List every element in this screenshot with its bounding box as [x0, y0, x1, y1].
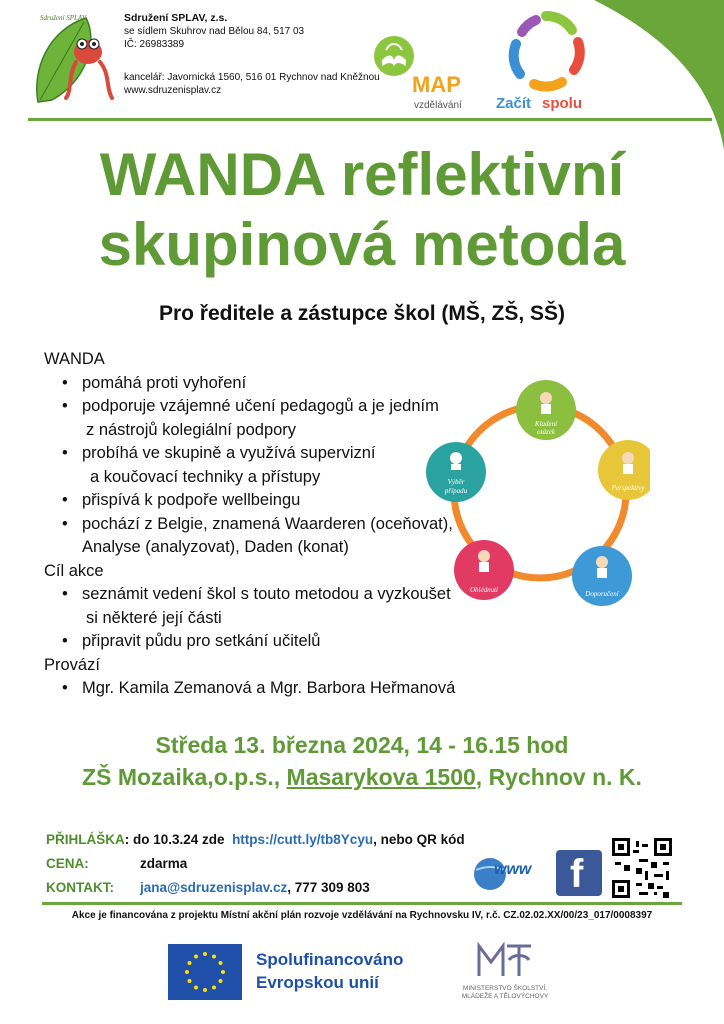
- node-label: Kladení: [534, 420, 558, 428]
- title-line-2: skupinová metoda: [98, 211, 626, 278]
- funding-note: Akce je financována z projektu Místní akční plán rozvoje vzdělávání na Rychnovsku IV, r.č. CZ.02.02.XX/00/23_017/0008397: [71, 910, 653, 921]
- lead-heading: Provází: [44, 655, 100, 674]
- list-item: [44, 442, 464, 489]
- list-item-text: • podporuje vzájemné učení pedagogů a je jedním: [82, 397, 439, 415]
- list-item-text: • seznámit vedení škol s touto metodou a vyzkoušet: [82, 585, 451, 603]
- list-item-text: • Mgr. Kamila Zemanová a Mgr. Barbora Heřmanová: [82, 679, 456, 697]
- cycle-node-doporuceni: [572, 546, 632, 606]
- event-info: [0, 729, 724, 793]
- eu-line-1: Spolufinancováno: [256, 950, 404, 969]
- place-street-link[interactable]: Masarykova 1500: [286, 764, 476, 790]
- node-label: Výběr: [447, 478, 465, 486]
- cycle-node-ohlednuti: [454, 540, 514, 600]
- list-item-text-cont: a koučovací techniky a přístupy: [90, 467, 321, 486]
- price-value: zdarma: [140, 856, 188, 871]
- splav-leaf-frog-logo: [28, 10, 118, 108]
- zacit-spolu-logo: [496, 10, 596, 114]
- map-logo-main: MAP: [412, 72, 461, 97]
- price-row: [46, 852, 465, 876]
- contact-info: [46, 828, 465, 900]
- list-item-text: • probíhá ve skupině a využívá supervizní: [82, 444, 376, 462]
- node-label: Doporučení: [585, 590, 619, 598]
- wanda-list: [44, 372, 464, 560]
- org-web: www.sdruzenisplav.cz: [124, 85, 222, 96]
- cycle-node-perspektivy: [598, 440, 650, 500]
- node-label: případu: [444, 487, 468, 495]
- contact-phone: , 777 309 803: [287, 880, 370, 895]
- facebook-icon[interactable]: [556, 850, 602, 896]
- place-city: , Rychnov n. K.: [475, 764, 642, 790]
- list-item-text: • připravit půdu pro setkání učitelů: [82, 632, 321, 650]
- zacit-logo-word1: Začít: [496, 95, 532, 112]
- price-label: CENA:: [46, 856, 89, 871]
- title-line-1: WANDA reflektivní: [99, 141, 625, 208]
- registration-deadline: do 10.3.24 zde: [129, 832, 233, 847]
- leaf-logo-text: Sdružení SPLAV: [40, 14, 87, 22]
- cycle-node-kladeni: [516, 380, 576, 440]
- cycle-node-vyber: [426, 442, 486, 502]
- registration-colon: :: [124, 832, 130, 847]
- org-office: kancelář: Javornická 1560, 516 01 Rychnov nad Kněžnou: [124, 72, 380, 83]
- list-item-text-cont: si některé její části: [86, 608, 222, 627]
- list-item: [44, 513, 464, 560]
- msmt-logo: [440, 940, 570, 1010]
- list-item: [44, 489, 464, 513]
- event-date: Středa 13. března 2024, 14 - 16.15 hod: [155, 732, 569, 758]
- list-item-text: • přispívá k podpoře wellbeingu: [82, 491, 301, 509]
- registration-qr-note: , nebo QR kód: [373, 832, 465, 847]
- www-globe-icon[interactable]: [470, 852, 542, 892]
- list-item-text-cont: Analyse (analyzovat), Daden (konat): [82, 538, 349, 556]
- org-name: Sdružení SPLAV, z.s.: [124, 12, 228, 24]
- event-place: [0, 761, 724, 793]
- list-item: [44, 583, 464, 630]
- page-subtitle: Pro ředitele a zástupce škol (MŠ, ZŠ, SŠ): [158, 302, 566, 325]
- list-item-text: • pomáhá proti vyhoření: [82, 373, 247, 392]
- msmt-emblem-icon: [473, 940, 537, 980]
- place-school: ZŠ Mozaika,o.p.s.,: [82, 764, 287, 790]
- contact-email-link[interactable]: jana@sdruzenisplav.cz: [140, 880, 288, 895]
- lead-list: [44, 677, 464, 701]
- org-seat: se sídlem Skuhrov nad Bělou 84, 517 03: [124, 26, 305, 37]
- contact-row: [46, 876, 465, 900]
- organization-info: [124, 12, 380, 97]
- map-logo-sub: vzdělávání: [414, 100, 462, 111]
- content-section: [44, 348, 464, 701]
- msmt-line-2: MLÁDEŽE A TĚLOVÝCHOVY: [461, 993, 549, 1000]
- eu-flag-icon: [168, 944, 242, 1000]
- list-item: [44, 677, 464, 701]
- wanda-heading: WANDA: [44, 350, 105, 368]
- list-item-text-cont: z nástrojů kolegiální podpory: [86, 420, 297, 439]
- goal-list: [44, 583, 464, 654]
- contact-label: KONTAKT:: [46, 880, 114, 895]
- registration-label: PŘIHLÁŠKA: [46, 832, 125, 847]
- page-title: [0, 140, 724, 280]
- list-item: [44, 395, 464, 442]
- zacit-logo-word2: spolu: [542, 95, 582, 112]
- list-item: [44, 630, 464, 654]
- registration-row: [46, 828, 465, 852]
- goal-heading: Cíl akce: [44, 561, 104, 580]
- org-ic: IČ: 26983389: [124, 39, 185, 50]
- wanda-cycle-diagram: [420, 380, 650, 610]
- list-item: [44, 372, 464, 396]
- qr-code[interactable]: [612, 838, 672, 898]
- node-label: Ohlédnutí: [470, 586, 498, 594]
- www-text: www: [494, 861, 532, 878]
- node-label: Perspektivy: [611, 484, 645, 492]
- eu-cofinanced-text: [256, 948, 403, 994]
- map-logo: [372, 34, 482, 114]
- registration-link[interactable]: https://cutt.ly/tb8Ycyu: [232, 832, 374, 847]
- list-item-text: • pochází z Belgie, znamená Waarderen (oceňovat),: [82, 514, 453, 533]
- node-label: otázek: [537, 428, 555, 436]
- msmt-line-1: MINISTERSTVO ŠKOLSTVÍ,: [462, 985, 548, 992]
- eu-line-2: Evropskou unií: [256, 973, 379, 992]
- facebook-letter: f: [570, 852, 584, 896]
- header-divider: [28, 118, 712, 121]
- footer-divider: [42, 902, 682, 905]
